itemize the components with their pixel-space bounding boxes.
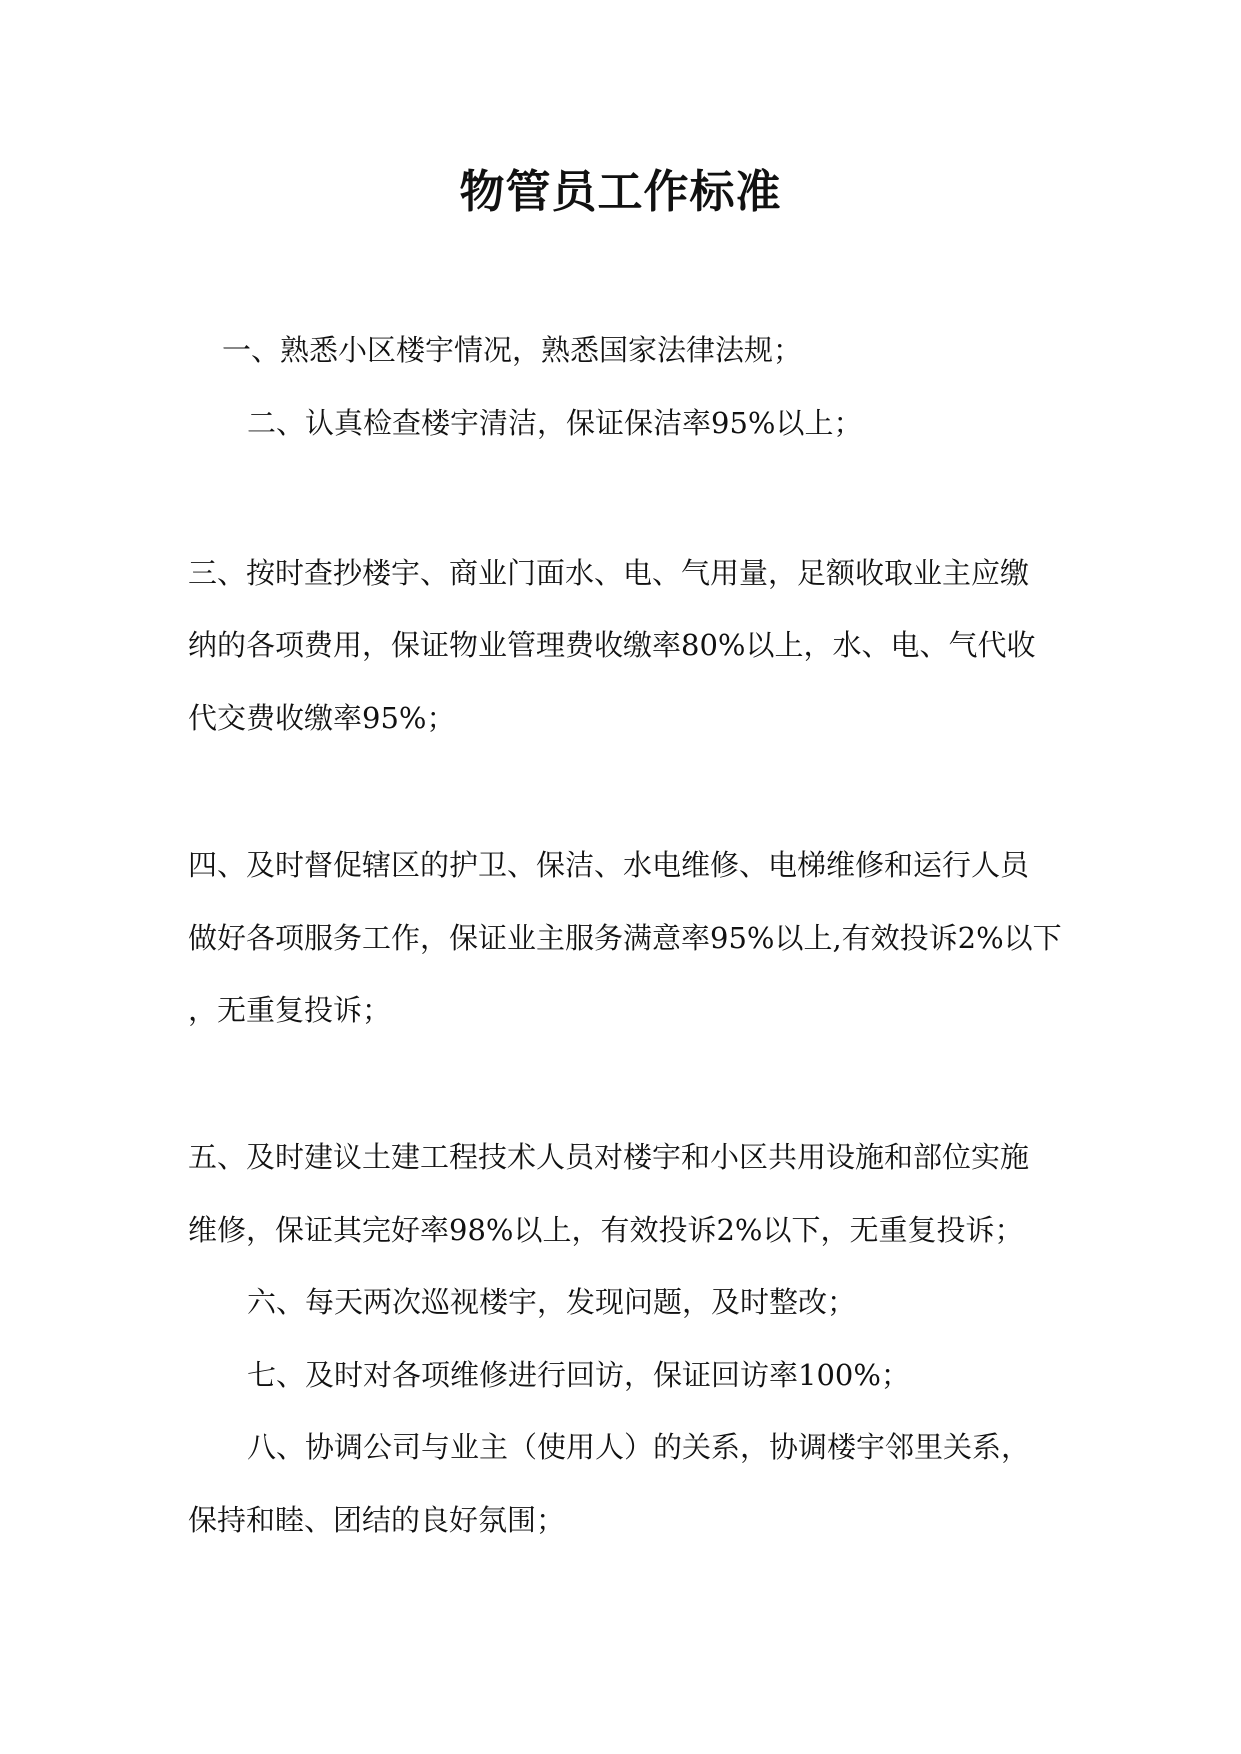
item-7-line-1: 七、及时对各项维修进行回访，保证回访率100%； [247, 1358, 910, 1392]
item-4-line-2: 做好各项服务工作，保证业主服务满意率95%以上,有效投诉2%以下 [188, 921, 1062, 955]
item-3-line-3: 代交费收缴率95%； [188, 701, 456, 735]
item-8-line-1: 八、协调公司与业主（使用人）的关系，协调楼宇邻里关系， [247, 1430, 1031, 1464]
item-1-line-1: 一、熟悉小区楼宇情况，熟悉国家法律法规； [222, 333, 803, 367]
page-title: 物管员工作标准 [459, 165, 782, 218]
item-2-line-1: 二、认真检查楼宇清洁，保证保洁率95%以上； [247, 406, 863, 440]
item-4-line-3: ，无重复投诉； [188, 993, 392, 1027]
item-3-line-2: 纳的各项费用，保证物业管理费收缴率80%以上，水、电、气代收 [188, 628, 1036, 662]
item-4-line-1: 四、及时督促辖区的护卫、保洁、水电维修、电梯维修和运行人员 [188, 848, 1030, 882]
item-6-line-1: 六、每天两次巡视楼宇，发现问题，及时整改； [247, 1285, 857, 1319]
item-5-line-1: 五、及时建议土建工程技术人员对楼宇和小区共用设施和部位实施 [188, 1140, 1030, 1174]
item-3-line-1: 三、按时查抄楼宇、商业门面水、电、气用量，足额收取业主应缴 [188, 556, 1030, 590]
item-8-line-2: 保持和睦、团结的良好氛围； [188, 1503, 566, 1537]
item-5-line-2: 维修，保证其完好率98%以上，有效投诉2%以下，无重复投诉； [188, 1213, 1024, 1247]
